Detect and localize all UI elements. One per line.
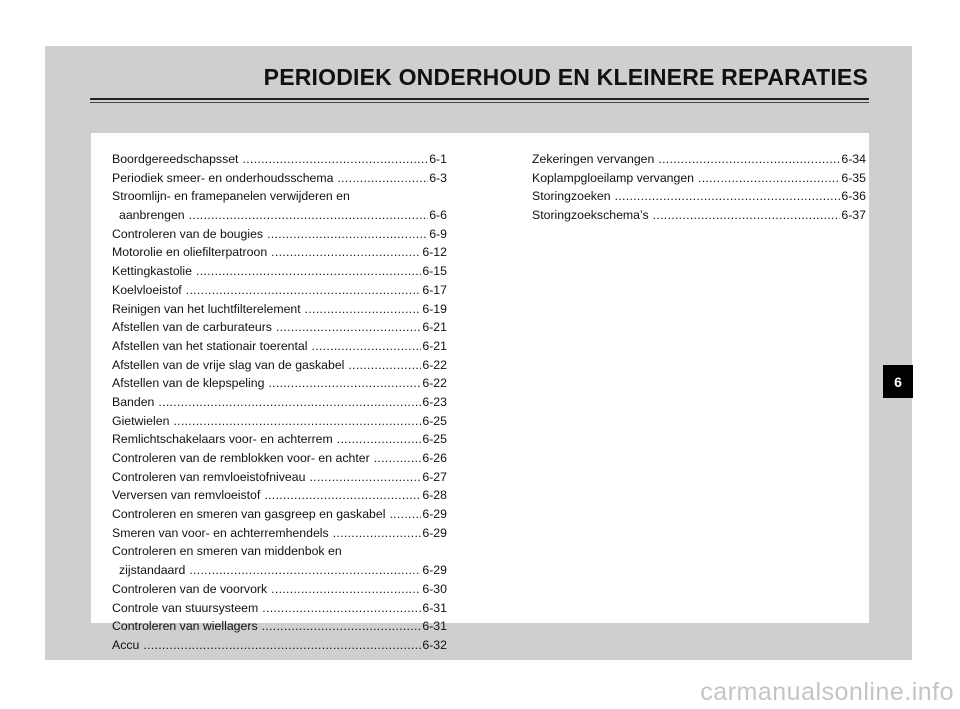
toc-entry[interactable] bbox=[112, 225, 447, 244]
toc-leader bbox=[337, 430, 422, 449]
toc-entry[interactable] bbox=[112, 356, 447, 375]
toc-entry-title: Accu bbox=[112, 637, 140, 652]
toc-entry-title: Afstellen van de carburateurs bbox=[112, 320, 272, 335]
toc-entry-title: Controleren van de remblokken voor- en achter bbox=[112, 451, 370, 465]
toc-entry[interactable] bbox=[112, 599, 447, 618]
toc-entry-title: Verversen van remvloeistof bbox=[112, 488, 261, 503]
toc-entry[interactable] bbox=[112, 412, 447, 431]
toc-leader bbox=[267, 225, 428, 244]
toc-entry-title: Kettingkastolie bbox=[112, 264, 192, 279]
toc-entry-page: 6-25 bbox=[422, 413, 447, 428]
toc-entry[interactable] bbox=[112, 243, 447, 262]
toc-entry-page: 6-22 bbox=[422, 357, 447, 372]
toc-entry-page: 6-31 bbox=[422, 619, 447, 634]
toc-leader bbox=[242, 150, 428, 169]
toc-entry[interactable] bbox=[112, 468, 447, 487]
toc-leader bbox=[262, 599, 421, 618]
toc-entry-page: 6-31 bbox=[422, 600, 447, 615]
toc-leader bbox=[333, 524, 422, 543]
toc-entry-title: zijstandaard bbox=[119, 563, 186, 578]
toc-entry-page: 6-29 bbox=[422, 507, 447, 522]
toc-leader bbox=[698, 169, 840, 188]
toc-entry[interactable] bbox=[112, 580, 447, 599]
toc-leader bbox=[271, 580, 421, 599]
toc-leader bbox=[271, 243, 421, 262]
toc-entry-page: 6-25 bbox=[422, 432, 447, 447]
toc-entry[interactable] bbox=[112, 337, 447, 356]
toc-entry-page: 6-32 bbox=[422, 637, 447, 652]
toc-leader bbox=[173, 412, 421, 431]
toc-entry-title: Motorolie en oliefilterpatroon bbox=[112, 245, 268, 260]
toc-entry-title: Controleren van remvloeistofniveau bbox=[112, 469, 306, 484]
toc-entry[interactable] bbox=[112, 206, 447, 225]
toc-entry-title: Controle van stuursysteem bbox=[112, 600, 259, 615]
toc-entry-title: Storingzoeken bbox=[532, 189, 611, 204]
toc-entry-page: 6-35 bbox=[841, 170, 866, 185]
toc-entry-title-line[interactable]: Controleren en smeren van middenbok en bbox=[112, 544, 342, 559]
toc-entry[interactable] bbox=[532, 187, 866, 206]
toc-entry-page: 6-21 bbox=[422, 338, 447, 353]
toc-leader bbox=[264, 486, 421, 505]
toc-leader bbox=[196, 262, 421, 281]
toc-entry[interactable] bbox=[112, 318, 447, 337]
toc-leader bbox=[615, 187, 841, 206]
toc-entry-title: Banden bbox=[112, 394, 155, 409]
toc-entry[interactable] bbox=[532, 150, 866, 169]
toc-entry[interactable] bbox=[532, 206, 866, 225]
toc-entry[interactable] bbox=[112, 374, 447, 393]
toc-entry-title: Controleren van de voorvork bbox=[112, 581, 268, 596]
toc-leader bbox=[337, 169, 428, 188]
toc-entry-title: Reinigen van het luchtfilterelement bbox=[112, 301, 301, 316]
toc-entry-title: Controleren van wiellagers bbox=[112, 619, 258, 634]
toc-leader bbox=[276, 318, 421, 337]
toc-entry-page: 6-21 bbox=[422, 320, 447, 335]
page-title: PERIODIEK ONDERHOUD EN KLEINERE REPARATIES bbox=[263, 64, 868, 90]
toc-entry-page: 6-30 bbox=[422, 581, 447, 596]
toc-entry-title: Gietwielen bbox=[112, 413, 170, 428]
toc-entry-page: 6-23 bbox=[422, 394, 447, 409]
toc-entry-title: Afstellen van het stationair toerental bbox=[112, 338, 308, 353]
toc-entry-page: 6-37 bbox=[841, 208, 866, 223]
toc-entry-page: 6-29 bbox=[422, 525, 447, 540]
title-rule bbox=[90, 98, 869, 100]
toc-leader bbox=[158, 393, 421, 412]
toc-entry-title: Storingzoekschema’s bbox=[532, 208, 649, 223]
title-rule-thin bbox=[90, 102, 869, 103]
toc-leader bbox=[389, 505, 421, 524]
toc-leader bbox=[189, 561, 421, 580]
toc-leader bbox=[268, 374, 421, 393]
toc-entry-title-line[interactable]: Stroomlijn- en framepanelen verwijderen en bbox=[112, 189, 350, 204]
toc-right-column bbox=[532, 150, 866, 225]
toc-entry-page: 6-3 bbox=[429, 170, 447, 185]
toc-entry-title: Periodiek smeer- en onderhoudsschema bbox=[112, 170, 334, 185]
toc-entry-page: 6-1 bbox=[429, 152, 447, 166]
toc-entry-page: 6-28 bbox=[422, 488, 447, 503]
toc-leader bbox=[348, 356, 421, 375]
toc-entry-title: Controleren en smeren van gasgreep en gaskabel bbox=[112, 507, 386, 522]
toc-entry-title: Smeren van voor- en achterremhendels bbox=[112, 525, 329, 540]
toc-entry-title: Afstellen van de vrije slag van de gaskabel bbox=[112, 357, 345, 372]
toc-leader bbox=[312, 337, 422, 356]
toc-entry[interactable] bbox=[112, 561, 447, 580]
toc-left-column bbox=[112, 150, 447, 655]
toc-entry-title: Koelvloeistof bbox=[112, 282, 182, 297]
toc-leader bbox=[189, 206, 429, 225]
toc-entry-page: 6-9 bbox=[429, 226, 447, 241]
toc-entry[interactable] bbox=[112, 262, 447, 281]
toc-entry-title: Controleren van de bougies bbox=[112, 226, 264, 241]
toc-entry-page: 6-29 bbox=[422, 563, 447, 578]
toc-entry[interactable] bbox=[532, 169, 866, 188]
toc-entry-page: 6-12 bbox=[422, 245, 447, 260]
toc-entry[interactable] bbox=[112, 393, 447, 412]
watermark-text: carmanualsonline.info bbox=[700, 678, 954, 706]
toc-entry-title: Boordgereedschapsset bbox=[112, 152, 239, 166]
toc-entry-page: 6-22 bbox=[422, 376, 447, 391]
chapter-tab[interactable]: 6 bbox=[883, 365, 913, 398]
toc-entry[interactable] bbox=[112, 636, 447, 655]
toc-entry-page: 6-17 bbox=[422, 282, 447, 297]
toc-entry[interactable] bbox=[112, 169, 447, 188]
toc-leader bbox=[262, 617, 422, 636]
toc-entry-page: 6-19 bbox=[422, 301, 447, 316]
toc-leader bbox=[309, 468, 421, 487]
toc-entry[interactable] bbox=[112, 300, 447, 319]
toc-leader bbox=[653, 206, 841, 225]
toc-entry-page: 6-27 bbox=[422, 469, 447, 484]
toc-leader bbox=[374, 449, 422, 468]
toc-entry-page: 6-26 bbox=[422, 451, 447, 465]
toc-entry[interactable] bbox=[112, 449, 447, 468]
toc-entry[interactable] bbox=[112, 150, 447, 169]
toc-leader bbox=[143, 636, 421, 655]
toc-entry-title: Afstellen van de klepspeling bbox=[112, 376, 265, 391]
toc-entry-title: aanbrengen bbox=[119, 208, 185, 223]
toc-entry[interactable] bbox=[112, 505, 447, 524]
toc-entry-page: 6-36 bbox=[841, 189, 866, 204]
toc-entry[interactable] bbox=[112, 524, 447, 543]
toc-entry-title: Koplampgloeilamp vervangen bbox=[532, 170, 695, 185]
toc-entry[interactable] bbox=[112, 281, 447, 300]
toc-entry-page: 6-6 bbox=[429, 208, 447, 223]
toc-leader bbox=[305, 300, 422, 319]
toc-leader bbox=[186, 281, 422, 300]
toc-entry[interactable] bbox=[112, 486, 447, 505]
toc-entry-page: 6-15 bbox=[422, 264, 447, 279]
toc-leader bbox=[658, 150, 840, 169]
toc-entry-page: 6-34 bbox=[841, 152, 866, 166]
toc-entry-title: Remlichtschakelaars voor- en achterrem bbox=[112, 432, 333, 447]
toc-entry-title: Zekeringen vervangen bbox=[532, 152, 655, 166]
toc-entry[interactable] bbox=[112, 617, 447, 636]
toc-entry[interactable] bbox=[112, 430, 447, 449]
